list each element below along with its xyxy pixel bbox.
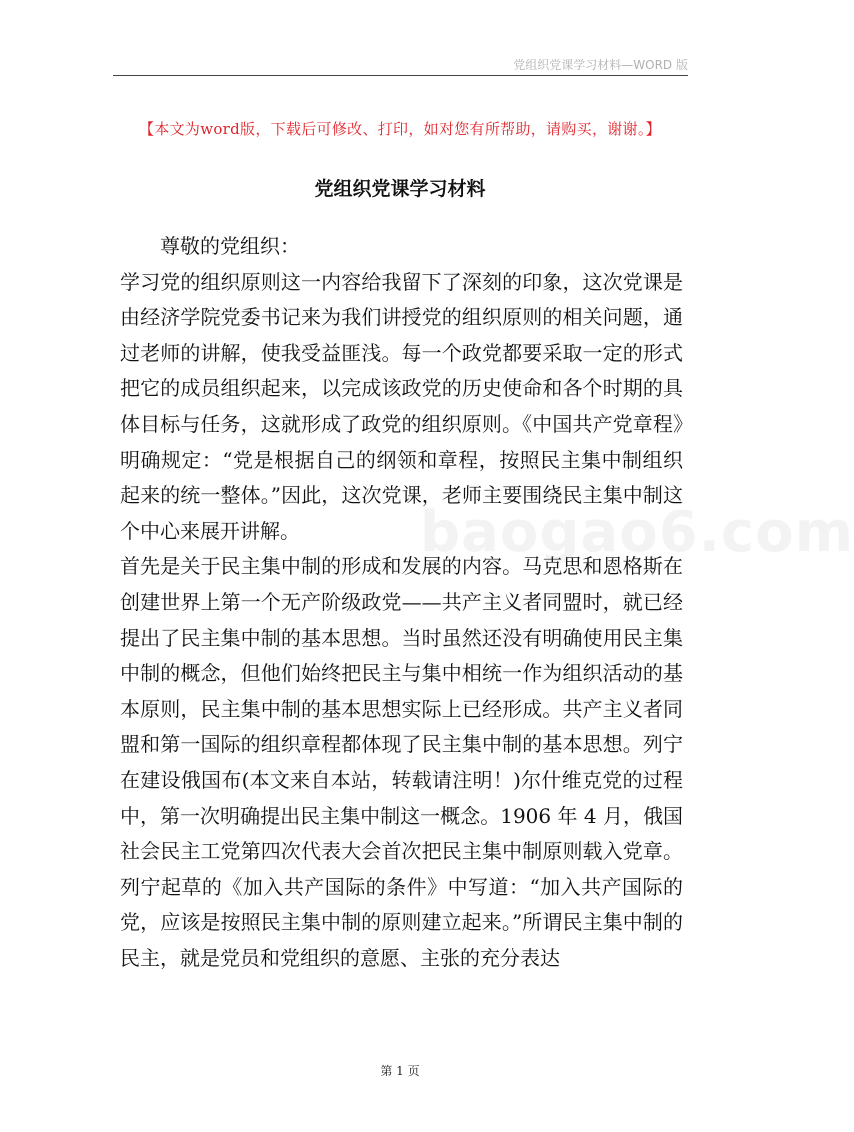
body-paragraph: 首先是关于民主集中制的形成和发展的内容。马克思和恩格斯在创建世界上第一个无产阶级政党——共产主义者同盟时，就已经提出了民主集中制的基本思想。当时虽然还没有明确使用民主集中制的概念，但他们始终把民主与集中相统一作为组织活动的基本原则，民主集中制的基本思想实际上已经形成。共产主义者同盟和第一国际的组织章程都体现了民主集中制的基本思想。列宁在建设俄国布(本文来自本站，转载请注明！)尔什维克党的过程中，第一次明确提出民主集中制这一概念。1906 年 4 月，俄国社会民主工党第四次代表大会首次把民主集中制原则载入党章。列宁起草的《加入共产国际的条件》中写道：“加入共产国际的党，应该是按照民主集中制的原则建立起来。”所谓民主集中制的民主，就是党员和党组织的意愿、主张的充分表达	[120, 554, 683, 970]
header-divider	[113, 75, 688, 76]
document-title: 党组织党课学习材料	[314, 178, 486, 200]
purchase-notice: 【本文为word版，下载后可修改、打印，如对您有所帮助，请购买，谢谢。】	[139, 120, 661, 138]
site-watermark: baogao6.com	[420, 500, 854, 565]
page-number: 第 1 页	[380, 1064, 420, 1078]
page-header: 党组织党课学习材料—WORD 版	[513, 58, 688, 72]
body-paragraph: 学习党的组织原则这一内容给我留下了深刻的印象，这次党课是由经济学院党委书记来为我们讲授党的组织原则的相关问题，通过老师的讲解，使我受益匪浅。每一个政党都要采取一定的形式把它的成员组织起来，以完成该政党的历史使命和各个时期的具体目标与任务，这就形成了政党的组织原则。《中国共产党章程》明确规定：“党是根据自己的纲领和章程，按照民主集中制组织起来的统一整体。”因此，这次党课，老师主要围绕民主集中制这个中心来展开讲解。	[120, 269, 683, 543]
document-body	[120, 229, 683, 976]
salutation: 尊敬的党组织：	[160, 234, 300, 258]
